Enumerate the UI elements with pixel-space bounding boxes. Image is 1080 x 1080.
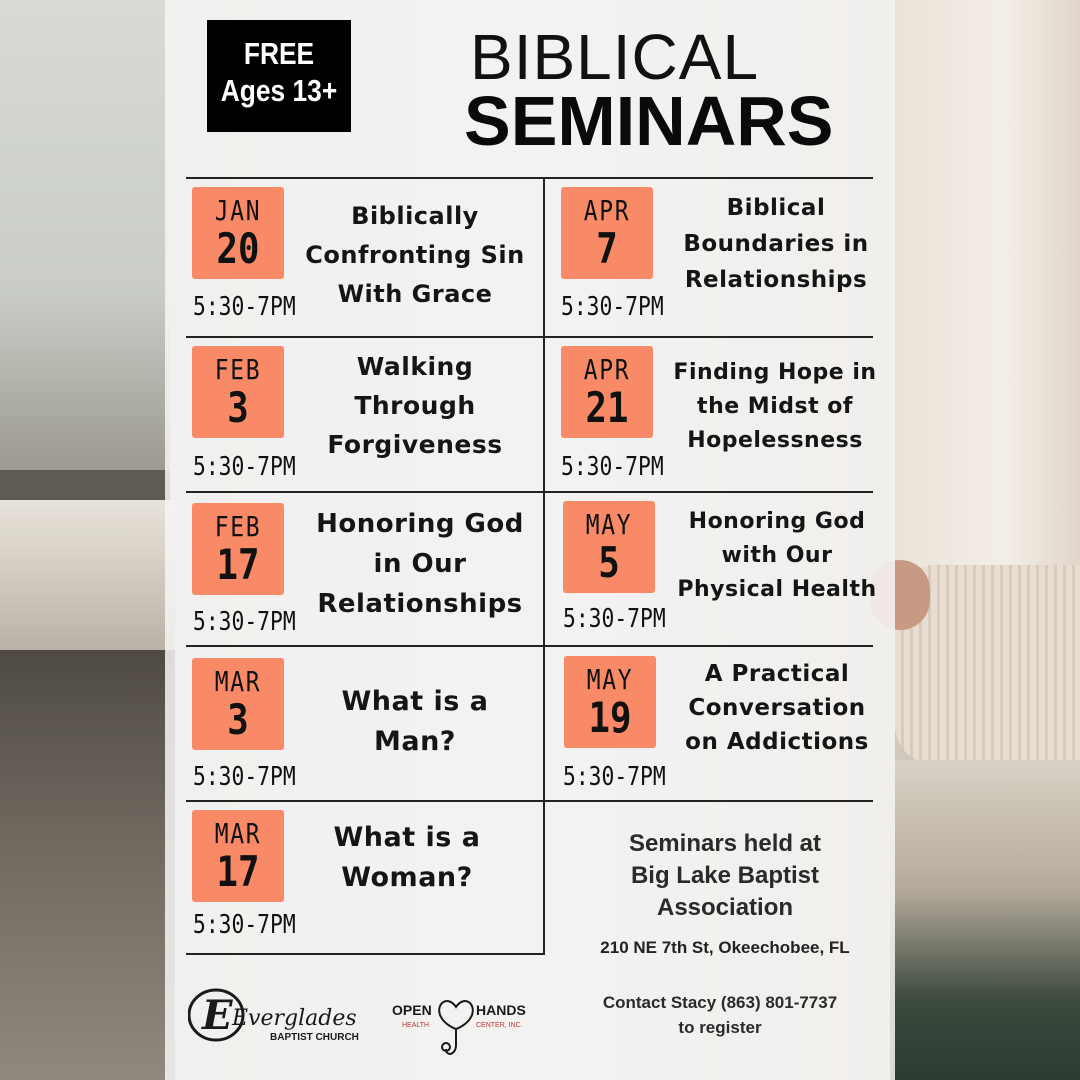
- seminar-topic: [668, 190, 884, 298]
- topic-line: with Our: [721, 543, 833, 568]
- topic-line: Boundaries in: [683, 231, 869, 257]
- date-box: [192, 658, 284, 750]
- venue-info: [575, 828, 875, 924]
- seminar-time: 5:30-7PM: [561, 452, 664, 482]
- seminar-time: 5:30-7PM: [193, 292, 296, 322]
- sleeve: [890, 0, 1080, 600]
- seminar-time: 5:30-7PM: [563, 604, 666, 634]
- date-day: 17: [216, 540, 260, 589]
- seminar-time: 5:30-7PM: [193, 607, 296, 637]
- venue-line: Big Lake Baptist: [630, 862, 820, 889]
- topic-line: Walking: [356, 352, 474, 381]
- date-month: MAR: [214, 665, 262, 698]
- topic-line: Hopelessness: [687, 428, 863, 453]
- seminar-topic: [670, 657, 884, 759]
- logo-text-right: HANDS: [476, 1002, 526, 1018]
- date-day: 7: [596, 224, 618, 273]
- date-month: FEB: [214, 510, 262, 543]
- topic-line: Man?: [374, 726, 456, 757]
- contact-info: [560, 990, 880, 1040]
- topic-line: in Our: [373, 549, 467, 579]
- date-month: MAY: [586, 663, 634, 696]
- badge-free: FREE: [243, 36, 315, 71]
- topic-line: Biblical: [726, 195, 826, 221]
- date-day: 5: [598, 538, 620, 587]
- seminar-time: 5:30-7PM: [193, 762, 296, 792]
- seminar-time: 5:30-7PM: [193, 910, 296, 940]
- topic-line: Forgiveness: [327, 430, 503, 459]
- logo-text: Everglades: [232, 1006, 357, 1031]
- venue-line: Seminars held at: [628, 830, 822, 857]
- contact-line: Contact Stacy (863) 801-7737: [602, 993, 838, 1012]
- seminar-topic: [300, 504, 540, 624]
- date-box: [192, 810, 284, 902]
- svg-text:E: E: [202, 992, 233, 1039]
- logo-subtext: BAPTIST CHURCH: [270, 1032, 359, 1043]
- title-seminars: SEMINARS: [464, 82, 834, 160]
- table-shadow: [0, 650, 175, 1080]
- date-month: JAN: [214, 194, 262, 227]
- seminar-topic: [296, 197, 534, 314]
- date-box: [192, 346, 284, 438]
- venue-address: 210 NE 7th St, Okeechobee, FL: [600, 938, 850, 957]
- date-box: [192, 503, 284, 595]
- date-month: FEB: [214, 353, 262, 386]
- seminar-topic: [300, 347, 530, 464]
- divider: [186, 645, 873, 647]
- book-cover: [890, 760, 1080, 1080]
- date-box: [561, 187, 653, 279]
- date-month: APR: [583, 353, 631, 386]
- badge-ages: Ages 13+: [220, 73, 338, 108]
- seminar-time: 5:30-7PM: [563, 762, 666, 792]
- topic-line: Relationships: [684, 267, 868, 293]
- title-biblical: BIBLICAL: [470, 21, 760, 93]
- seminar-topic: [300, 682, 530, 762]
- window-sill: [0, 470, 170, 500]
- divider-vertical: [543, 177, 545, 955]
- seminar-time: 5:30-7PM: [193, 452, 296, 482]
- seminar-topic: [292, 818, 522, 898]
- date-box: [564, 656, 656, 748]
- logo-sub-right: CENTER, INC.: [476, 1022, 523, 1029]
- divider: [186, 177, 873, 179]
- date-day: 3: [227, 383, 249, 432]
- everglades-logo: [188, 985, 363, 1050]
- date-day: 21: [585, 383, 629, 432]
- contact-line: to register: [678, 1018, 762, 1037]
- topic-line: Honoring God: [316, 509, 524, 539]
- topic-line: Confronting Sin: [305, 241, 525, 269]
- divider: [186, 336, 873, 338]
- seminar-topic: [664, 356, 886, 458]
- logo-text-left: OPEN: [392, 1002, 432, 1018]
- topic-line: the Midst of: [697, 394, 853, 419]
- divider: [186, 800, 873, 802]
- topic-line: Relationships: [317, 589, 523, 619]
- date-day: 20: [216, 224, 260, 273]
- topic-line: What is a: [341, 686, 489, 717]
- topic-line: on Addictions: [685, 729, 869, 755]
- topic-line: Woman?: [341, 862, 473, 893]
- seminar-time: 5:30-7PM: [561, 292, 664, 322]
- free-badge: [207, 20, 351, 132]
- date-box: [563, 501, 655, 593]
- topic-line: Honoring God: [688, 509, 866, 534]
- date-month: MAR: [214, 817, 262, 850]
- topic-line: Through: [354, 391, 476, 420]
- topic-line: A Practical: [704, 661, 850, 687]
- topic-line: Finding Hope in: [673, 360, 877, 385]
- date-month: APR: [583, 194, 631, 227]
- date-day: 3: [227, 695, 249, 744]
- book-pages: [0, 500, 175, 660]
- topic-line: Conversation: [688, 695, 866, 721]
- date-box: [192, 187, 284, 279]
- divider: [186, 491, 873, 493]
- topic-line: What is a: [333, 822, 481, 853]
- logo-sub-left: HEALTH: [402, 1022, 430, 1029]
- topic-line: With Grace: [337, 280, 493, 308]
- window-light: [0, 0, 170, 480]
- venue-line: Association: [656, 894, 794, 921]
- open-hands-logo: [390, 985, 530, 1065]
- divider: [186, 953, 544, 955]
- date-box: [561, 346, 653, 438]
- date-month: MAY: [585, 508, 633, 541]
- date-day: 19: [588, 693, 632, 742]
- seminar-topic: [668, 505, 886, 607]
- topic-line: Biblically: [351, 202, 479, 230]
- date-day: 17: [216, 847, 260, 896]
- topic-line: Physical Health: [677, 577, 877, 602]
